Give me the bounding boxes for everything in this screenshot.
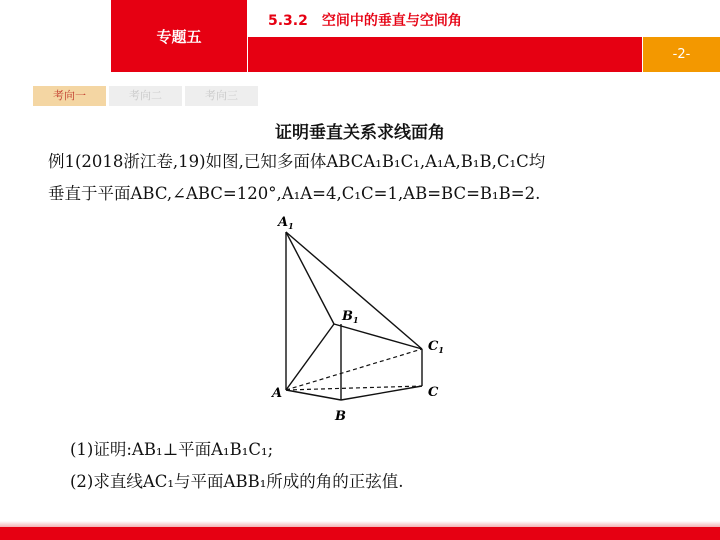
edge-A1B1 — [286, 232, 334, 324]
page-number-badge — [643, 37, 720, 72]
problem-line-2: 垂直于平面ABC,∠ABC=120°,A₁A=4,C₁C=1,AB=BC=B₁B=2. — [48, 184, 541, 203]
page-title: 5.3.2 空间中的垂直与空间角 — [268, 13, 462, 29]
question-1: (1)证明:AB₁⊥平面A₁B₁C₁; — [70, 440, 274, 459]
label-C1: $C_1$ — [428, 339, 444, 355]
edge-B1C1 — [334, 324, 422, 349]
section-label-text: 专题五 — [156, 27, 202, 46]
edge-A1C1 — [286, 232, 422, 349]
page-number: -2- — [672, 47, 691, 62]
polyhedron-figure — [262, 210, 462, 430]
tab-bar — [33, 86, 258, 106]
edge-BC — [341, 386, 422, 400]
label-B: B — [335, 409, 346, 424]
label-A1: $A_1$ — [278, 215, 294, 231]
label-A: A — [272, 386, 283, 401]
label-B1: $B_1$ — [342, 309, 359, 325]
label-C: C — [428, 385, 439, 400]
edge-AB1 — [286, 324, 334, 390]
footer-bar — [0, 527, 720, 540]
edge-AB — [286, 390, 341, 400]
header-left-blank — [0, 0, 110, 72]
question-2: (2)求直线AC₁与平面ABB₁所成的角的正弦值. — [70, 472, 404, 491]
section-label — [111, 0, 247, 72]
edge-AC1-dashed — [286, 349, 422, 390]
problem-line-1: 例1(2018浙江卷,19)如图,已知多面体ABCA₁B₁C₁,A₁A,B₁B,C₁C均 — [48, 152, 546, 171]
tab-direction-1[interactable]: 考向一 — [33, 86, 106, 106]
tab-direction-2[interactable]: 考向二 — [109, 86, 182, 106]
tab-direction-3[interactable]: 考向三 — [185, 86, 258, 106]
topic-heading: 证明垂直关系求线面角 — [275, 123, 445, 143]
header-red-bar — [248, 37, 642, 72]
header-title-area — [248, 0, 720, 36]
